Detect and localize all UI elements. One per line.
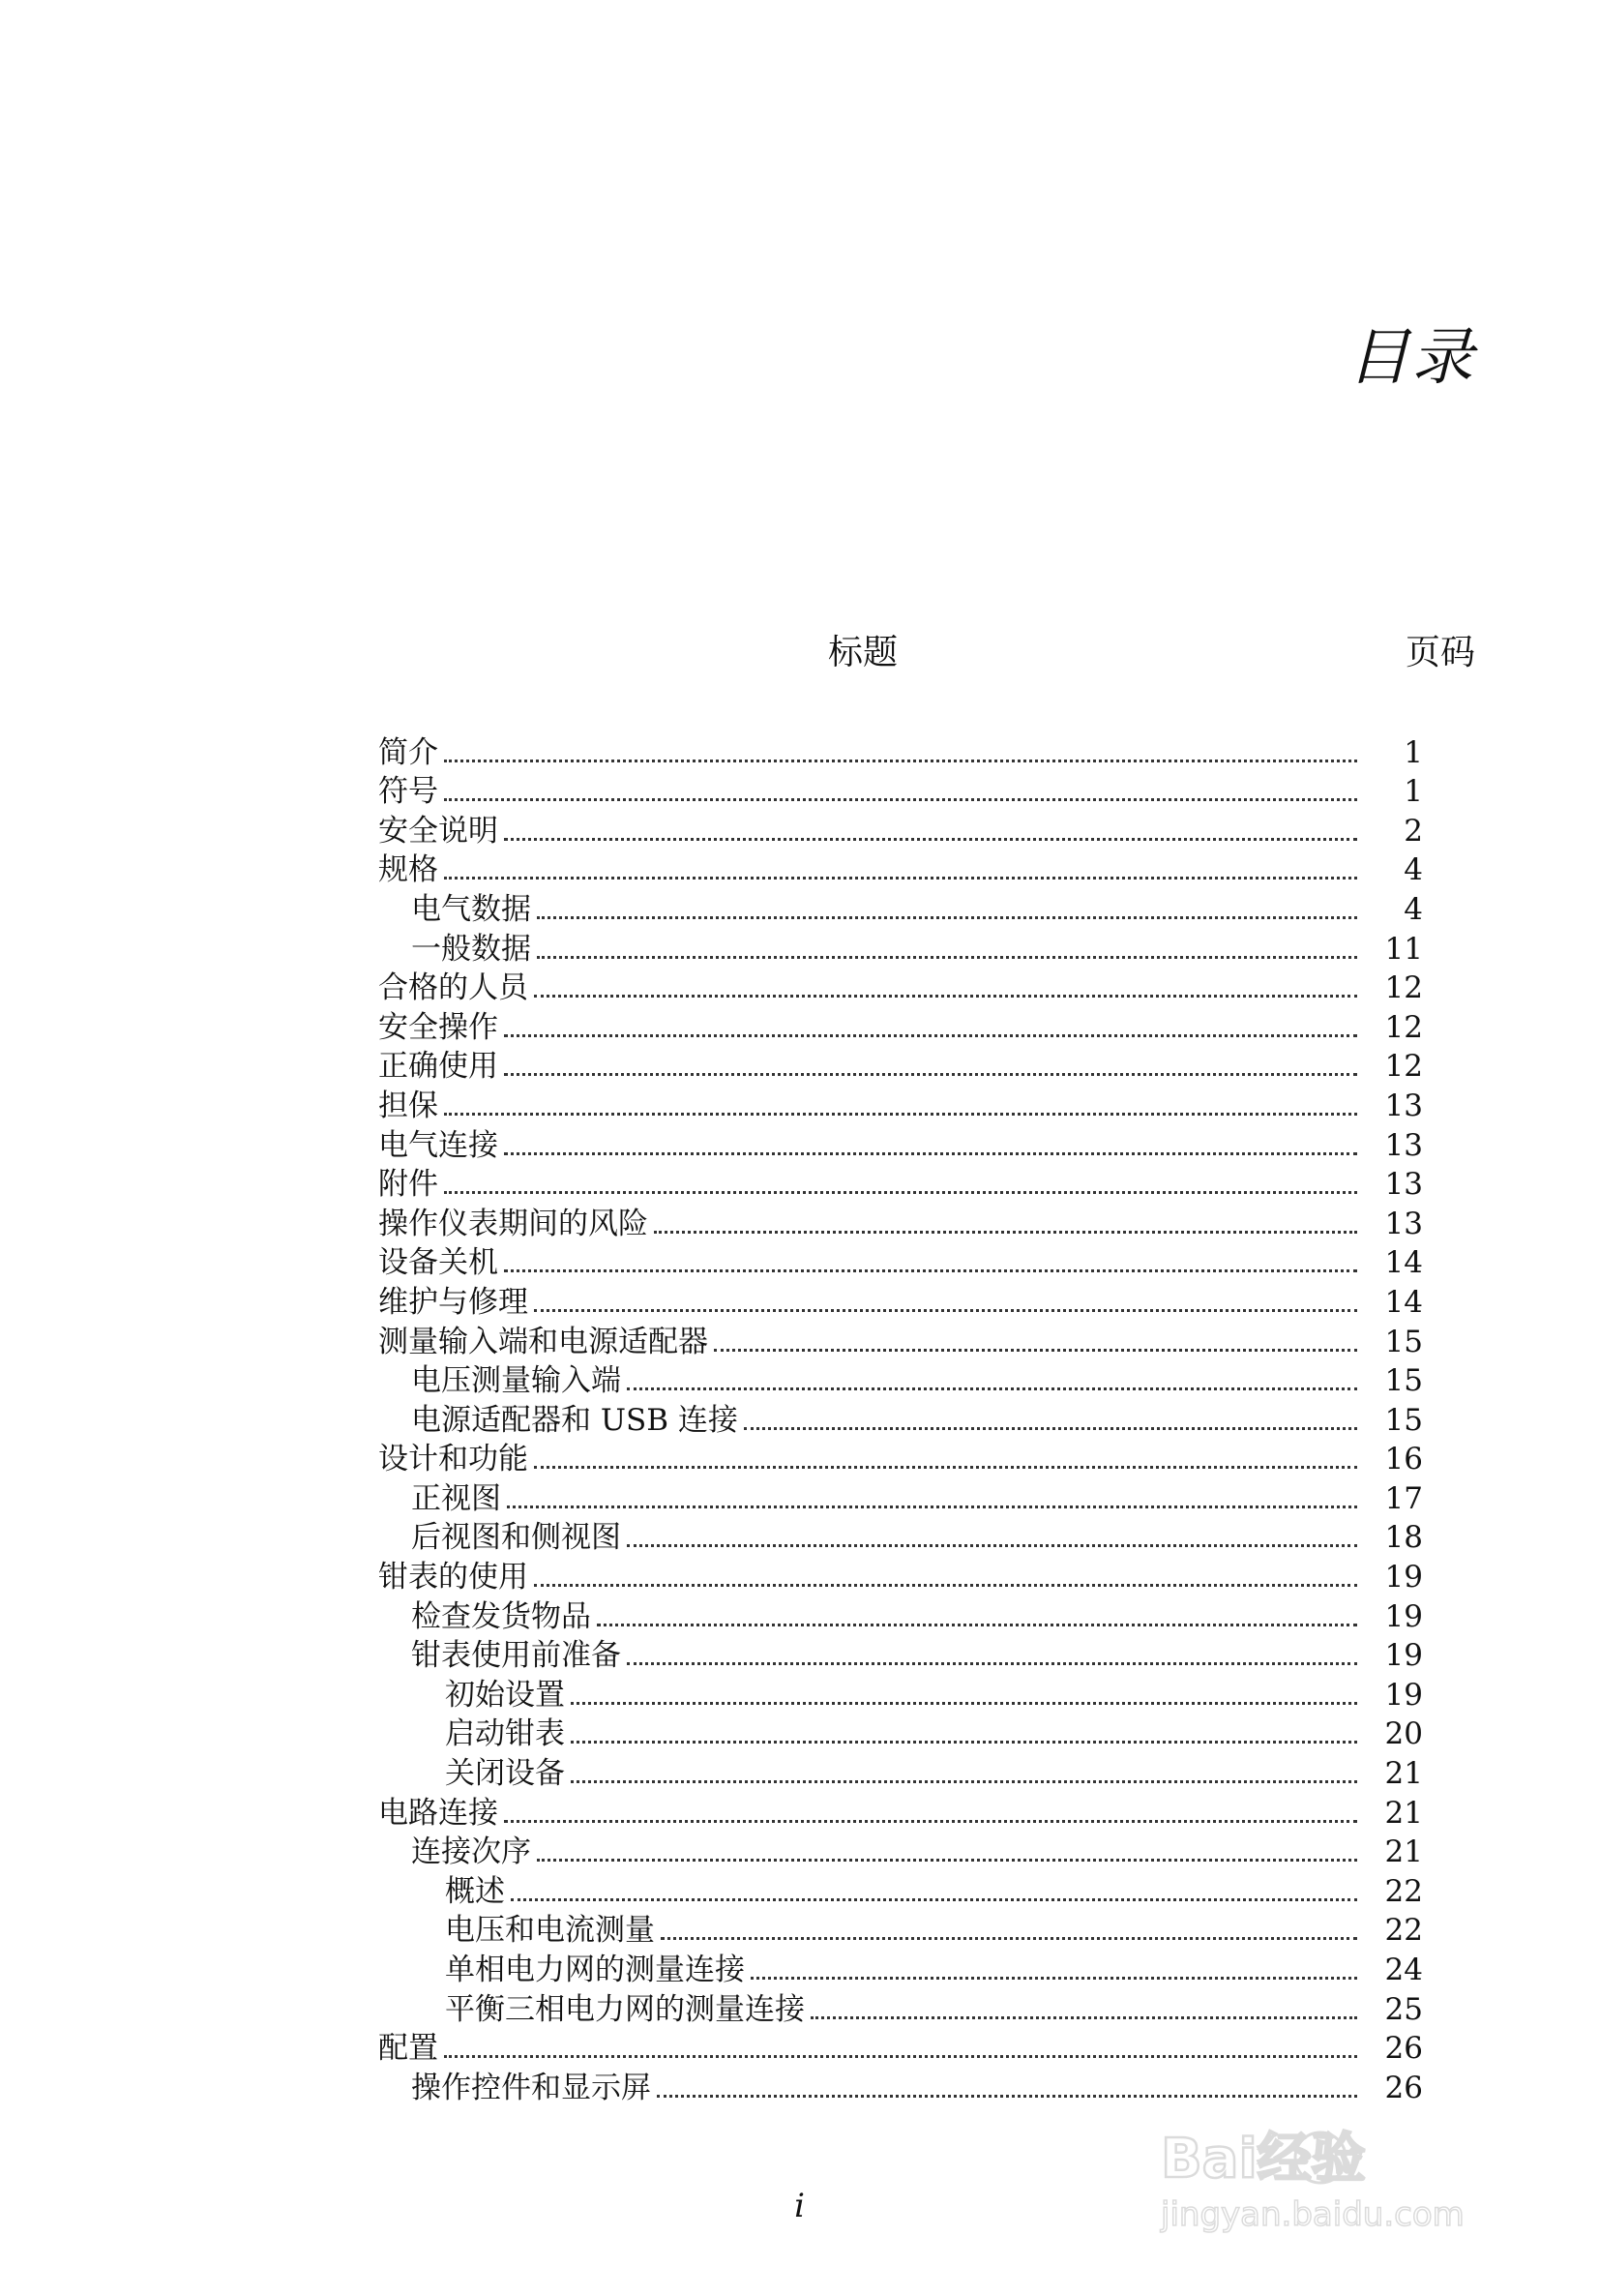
dot-leader bbox=[744, 1427, 1357, 1430]
baidu-watermark bbox=[1141, 2104, 1528, 2240]
dot-leader bbox=[537, 916, 1357, 919]
toc-entry-title: 电压测量输入端 bbox=[411, 1363, 621, 1399]
toc-entry-title: 安全操作 bbox=[378, 1009, 498, 1045]
toc-entry-title: 合格的人员 bbox=[378, 970, 528, 1006]
dot-leader bbox=[504, 1152, 1357, 1155]
toc-entry-page: 25 bbox=[1384, 1991, 1423, 2027]
dot-leader bbox=[571, 1780, 1357, 1783]
toc-entry-page: 26 bbox=[1384, 2070, 1423, 2105]
toc-entry[interactable] bbox=[378, 1516, 1423, 1556]
toc-entry[interactable] bbox=[378, 887, 1423, 927]
toc-entry[interactable] bbox=[378, 1084, 1423, 1123]
toc-entry[interactable] bbox=[378, 731, 1423, 770]
toc-entry-page: 19 bbox=[1384, 1638, 1423, 1674]
dot-leader bbox=[751, 1977, 1357, 1980]
toc-entry-title: 单相电力网的测量连接 bbox=[445, 1953, 745, 1987]
toc-entry-title: 电压和电流测量 bbox=[445, 1913, 655, 1949]
toc-entry-title: 设计和功能 bbox=[378, 1442, 528, 1477]
toc-entry[interactable] bbox=[378, 1831, 1423, 1870]
toc-entry-title: 设备关机 bbox=[378, 1245, 498, 1281]
toc-entry-title: 关闭设备 bbox=[445, 1756, 565, 1792]
dot-leader bbox=[511, 1898, 1357, 1901]
toc-entry[interactable] bbox=[378, 1202, 1423, 1241]
toc-entry[interactable] bbox=[378, 2066, 1423, 2105]
dot-leader bbox=[627, 1544, 1357, 1547]
toc-entry-page: 24 bbox=[1384, 1953, 1423, 1987]
toc-entry[interactable] bbox=[378, 1438, 1423, 1477]
toc-entry-title: 担保 bbox=[378, 1088, 438, 1123]
dot-leader bbox=[444, 877, 1357, 880]
dot-leader bbox=[504, 1034, 1357, 1037]
watermark-brand: Bai经验 bbox=[1161, 2128, 1366, 2191]
toc-entry[interactable] bbox=[378, 1948, 1423, 1987]
toc-entry[interactable] bbox=[378, 1673, 1423, 1713]
toc-entry-page: 1 bbox=[1404, 734, 1423, 770]
toc-entry-title: 电气连接 bbox=[378, 1127, 498, 1163]
dot-leader bbox=[714, 1349, 1357, 1352]
toc-entry[interactable] bbox=[378, 809, 1423, 849]
toc-entry-page: 13 bbox=[1384, 1206, 1423, 1241]
toc-entry-page: 13 bbox=[1384, 1088, 1423, 1123]
toc-entry-title: 正视图 bbox=[411, 1480, 501, 1516]
toc-entry-page: 4 bbox=[1404, 891, 1423, 927]
toc-entry-title: 正确使用 bbox=[378, 1049, 498, 1085]
toc-entry[interactable] bbox=[378, 1987, 1423, 2027]
toc-entry-title: 钳表使用前准备 bbox=[411, 1638, 621, 1674]
dot-leader bbox=[504, 838, 1357, 841]
toc-entry[interactable] bbox=[378, 1555, 1423, 1595]
dot-leader bbox=[534, 1466, 1357, 1469]
toc-entry[interactable] bbox=[378, 1476, 1423, 1516]
dot-leader bbox=[627, 1387, 1357, 1390]
toc-entry-title: 操作控件和显示屏 bbox=[411, 2070, 651, 2105]
dot-leader bbox=[537, 1859, 1357, 1862]
toc-entry-page: 12 bbox=[1384, 1049, 1423, 1085]
toc-entry-page: 2 bbox=[1404, 813, 1423, 849]
toc-entry[interactable] bbox=[378, 1320, 1423, 1359]
toc-entry-title: 操作仪表期间的风险 bbox=[378, 1206, 648, 1241]
dot-leader bbox=[661, 1937, 1357, 1940]
toc-entry-title: 概述 bbox=[445, 1873, 505, 1909]
toc-entry-page: 22 bbox=[1384, 1913, 1423, 1949]
toc-entry-page: 26 bbox=[1384, 2031, 1423, 2067]
toc-entry[interactable] bbox=[378, 2027, 1423, 2067]
toc-entry[interactable] bbox=[378, 1163, 1423, 1203]
toc-entry-page: 14 bbox=[1384, 1284, 1423, 1320]
toc-entry-page: 20 bbox=[1384, 1716, 1423, 1752]
toc-entry-page: 16 bbox=[1384, 1442, 1423, 1477]
toc-entry[interactable] bbox=[378, 927, 1423, 967]
toc-entry-page: 19 bbox=[1384, 1598, 1423, 1634]
toc-entry-page: 15 bbox=[1384, 1324, 1423, 1359]
toc-entry-title: 简介 bbox=[378, 734, 438, 770]
toc-entry-title: 附件 bbox=[378, 1167, 438, 1203]
toc-entry-title: 平衡三相电力网的测量连接 bbox=[445, 1991, 805, 2027]
dot-leader bbox=[444, 1191, 1357, 1194]
toc-entry-title: 规格 bbox=[378, 852, 438, 888]
dot-leader bbox=[811, 2016, 1357, 2019]
page-number: i bbox=[794, 2187, 805, 2225]
toc-entry-page: 12 bbox=[1384, 1009, 1423, 1045]
toc-entry[interactable] bbox=[378, 1123, 1423, 1163]
dot-leader bbox=[654, 1231, 1357, 1234]
dot-leader bbox=[504, 1073, 1357, 1076]
dot-leader bbox=[444, 1113, 1357, 1116]
toc-entry-page: 11 bbox=[1384, 931, 1423, 967]
dot-leader bbox=[537, 956, 1357, 959]
toc-entry[interactable] bbox=[378, 1280, 1423, 1320]
toc-entry-title: 钳表的使用 bbox=[378, 1560, 528, 1595]
dot-leader bbox=[507, 1506, 1357, 1508]
toc-entry-page: 21 bbox=[1384, 1756, 1423, 1792]
dot-leader bbox=[444, 798, 1357, 801]
toc-entry[interactable] bbox=[378, 1751, 1423, 1791]
dot-leader bbox=[534, 1309, 1357, 1312]
dot-leader bbox=[444, 2055, 1357, 2058]
toc-entry-title: 安全说明 bbox=[378, 813, 498, 849]
toc-entry-title: 初始设置 bbox=[445, 1677, 565, 1713]
toc-entry-title: 检查发货物品 bbox=[411, 1598, 591, 1634]
toc-entry-title: 连接次序 bbox=[411, 1834, 531, 1870]
dot-leader bbox=[534, 1584, 1357, 1587]
toc-entry-page: 1 bbox=[1404, 774, 1423, 810]
toc-entry-title: 电源适配器和 USB 连接 bbox=[411, 1402, 738, 1438]
toc-entry[interactable] bbox=[378, 1241, 1423, 1281]
dot-leader bbox=[657, 2095, 1357, 2098]
toc-entry[interactable] bbox=[378, 849, 1423, 888]
dot-leader bbox=[571, 1741, 1357, 1744]
dot-leader bbox=[571, 1702, 1357, 1705]
watermark-url: jingyan.baidu.com bbox=[1161, 2195, 1465, 2234]
toc-entry[interactable] bbox=[378, 1909, 1423, 1949]
toc-entry-title: 维护与修理 bbox=[378, 1284, 528, 1320]
toc-entry-title: 配置 bbox=[378, 2031, 438, 2067]
toc-entry-title: 测量输入端和电源适配器 bbox=[378, 1324, 708, 1359]
toc-entry-page: 21 bbox=[1384, 1795, 1423, 1831]
toc-entry[interactable] bbox=[378, 1595, 1423, 1634]
toc-entry-page: 15 bbox=[1384, 1402, 1423, 1438]
toc-entry[interactable] bbox=[378, 1791, 1423, 1831]
toc-entry-title: 一般数据 bbox=[411, 931, 531, 967]
toc-entry[interactable] bbox=[378, 1398, 1423, 1438]
toc-entry-page: 22 bbox=[1384, 1873, 1423, 1909]
toc-entry-page: 14 bbox=[1384, 1245, 1423, 1281]
table-of-contents bbox=[378, 731, 1423, 2105]
dot-leader bbox=[627, 1662, 1357, 1665]
dot-leader bbox=[597, 1624, 1357, 1626]
dot-leader bbox=[504, 1820, 1357, 1823]
toc-entry-title: 符号 bbox=[378, 774, 438, 810]
toc-entry-page: 19 bbox=[1384, 1560, 1423, 1595]
page-title: 目录 bbox=[1347, 322, 1475, 394]
toc-entry-page: 13 bbox=[1384, 1167, 1423, 1203]
toc-entry[interactable] bbox=[378, 1005, 1423, 1045]
toc-entry[interactable] bbox=[378, 1359, 1423, 1399]
column-header-title: 标题 bbox=[828, 633, 899, 672]
toc-entry-page: 19 bbox=[1384, 1677, 1423, 1713]
toc-entry-page: 15 bbox=[1384, 1363, 1423, 1399]
toc-entry-page: 17 bbox=[1384, 1480, 1423, 1516]
toc-entry[interactable] bbox=[378, 1045, 1423, 1085]
column-header-page: 页码 bbox=[1405, 633, 1475, 672]
dot-leader bbox=[504, 1269, 1357, 1272]
dot-leader bbox=[534, 995, 1357, 998]
toc-entry-page: 13 bbox=[1384, 1127, 1423, 1163]
toc-entry[interactable] bbox=[378, 1634, 1423, 1674]
toc-entry-page: 18 bbox=[1384, 1520, 1423, 1556]
toc-entry[interactable] bbox=[378, 1713, 1423, 1752]
toc-entry[interactable] bbox=[378, 967, 1423, 1006]
toc-entry-title: 电气数据 bbox=[411, 891, 531, 927]
toc-entry-title: 电路连接 bbox=[378, 1795, 498, 1831]
toc-entry-title: 后视图和侧视图 bbox=[411, 1520, 621, 1556]
dot-leader bbox=[444, 760, 1357, 762]
toc-entry[interactable] bbox=[378, 770, 1423, 810]
toc-entry-title: 启动钳表 bbox=[445, 1716, 565, 1752]
toc-entry[interactable] bbox=[378, 1869, 1423, 1909]
toc-entry-page: 12 bbox=[1384, 970, 1423, 1006]
toc-entry-page: 21 bbox=[1384, 1834, 1423, 1870]
toc-entry-page: 4 bbox=[1404, 852, 1423, 888]
